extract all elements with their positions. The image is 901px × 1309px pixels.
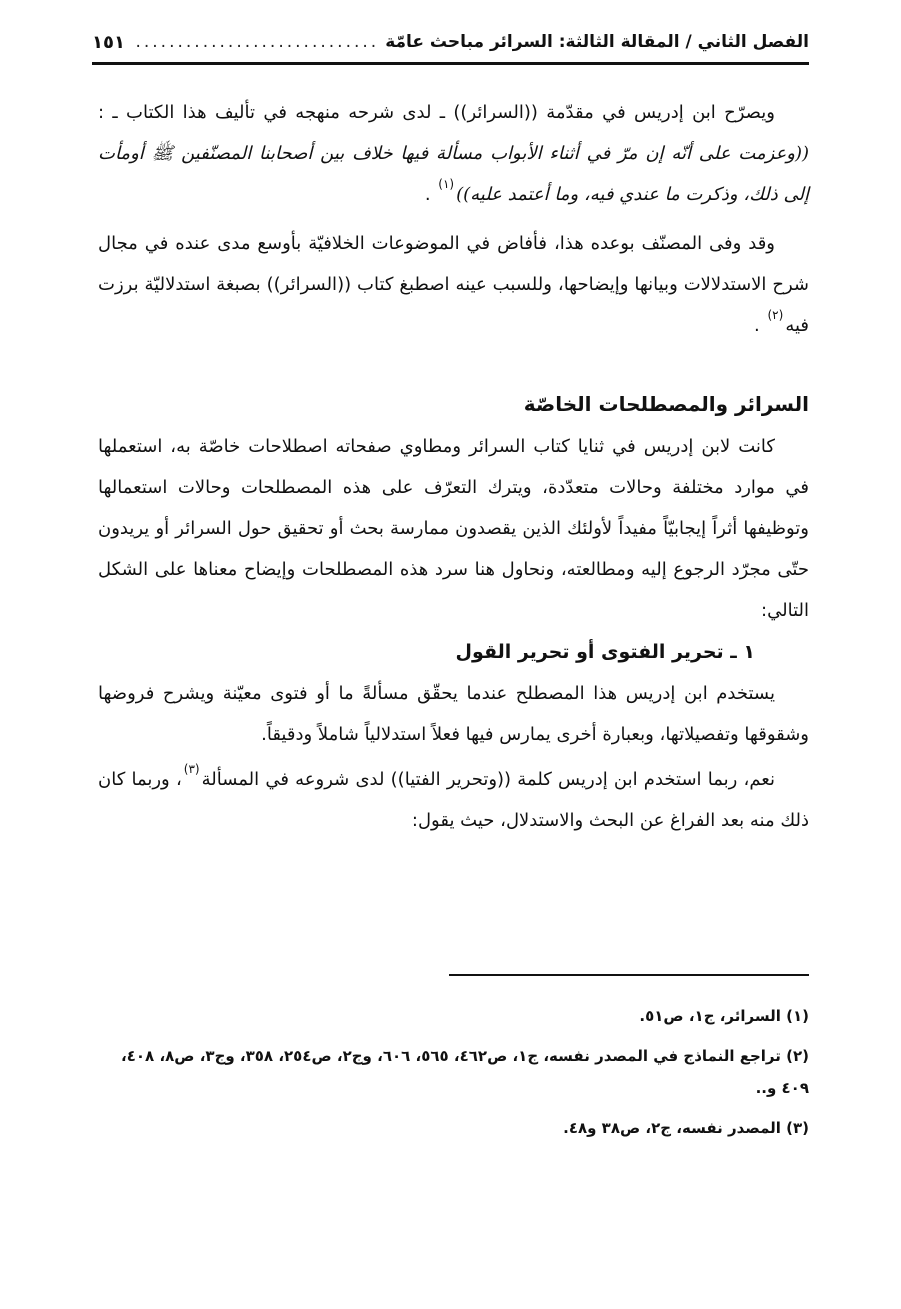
- footnote-ref: (١): [438, 177, 455, 191]
- header-rule: [92, 62, 809, 65]
- header-leader-dots: [131, 32, 379, 52]
- footnotes: [92, 1000, 809, 1152]
- paragraph-text: نعم، ربما استخدم ابن إدريس كلمة ((وتحرير الفتيا)) لدى شروعه في المسألة: [201, 769, 775, 790]
- paragraph-quote: ويصرّح ابن إدريس في مقدّمة ((السرائر)) ـ لدى شرحه منهجه في تأليف هذا الكتاب ـ : ((وعزمت على أنّه إن مرّ في أثناء الأبواب مسألة فيها خلاف بين أصحابنا المصنّفين ﷺ أومأت إلى ذلك، وذكرت ما عندي فيه، وما أعتمد عليه))$^{(١)}$ .: [98, 102, 809, 205]
- footnote-separator: [449, 974, 809, 976]
- footnote-1: (١) السرائر، ج١، ص٥١.: [639, 1007, 809, 1025]
- page-number: ١٥١: [92, 31, 125, 53]
- paragraph-text: ويصرّح ابن إدريس في مقدّمة ((السرائر)) ـ لدى شرحه منهجه في تأليف هذا الكتاب ـ :: [98, 102, 775, 123]
- quotation-text: ((وعزمت على أنّه إن مرّ في أثناء الأبواب مسألة فيها خلاف بين أصحابنا المصنّفين ﷺ أومأت إلى ذلك، وذكرت ما عندي فيه، وما أعتمد عليه)): [98, 143, 809, 205]
- paragraph-terms-intro: كانت لابن إدريس في ثنايا كتاب السرائر ومطاوي صفحاته اصطلاحات خاصّة به، استعملها في موارد مختلفة وحالات متعدّدة، ويترك التعرّف على هذه المصطلحات وحالات استعمالها وتوظيفها أثراً إيجابيّاً مفيداً لأولئك الذين يقصدون ممارسة بحث أو تحقيق حول السرائر أو يريدون حتّى مجرّد الرجوع إليه ومطالعته، ونحاول هنا سرد هذه المصطلحات وإيضاح معناها على الشكل التالي:: [98, 436, 809, 621]
- paragraph-fulfilment: وقد وفى المصنّف بوعده هذا، فأفاض في الموضوعات الخلافيّة بأوسع مدى عنده في مجال شرح الاستدلالات وبيانها وإيضاحها، وللسبب عينه اصطبغ كتاب ((السرائر)) بصبغة استدلاليّة برزت فيه$^{(٢)}$ .: [98, 233, 809, 336]
- footnote-ref: (٢): [767, 308, 784, 322]
- paragraph-text: ، وربما كان ذلك منه بعد الفراغ عن البحث والاستدلال، حيث يقول:: [98, 769, 809, 831]
- paragraph-term-variant: [98, 759, 809, 841]
- section-heading: السرائر والمصطلحات الخاصّة: [523, 392, 809, 416]
- running-header: [92, 24, 809, 60]
- footnote-2: (٢) تراجع النماذج في المصدر نفسه، ج١، ص٤٦٢، ٥٦٥، ٦٠٦، وج٢، ص٢٥٤، ٣٥٨، وج٣، ص٨، ٤٠٨، ٤٠٩ و..: [121, 1047, 809, 1097]
- header-title: الفصل الثاني / المقالة الثالثة: السرائر مباحث عامّة: [385, 32, 809, 52]
- paragraph-term-usage: يستخدم ابن إدريس هذا المصطلح عندما يحقّق مسألةً ما أو فتوى معيّنة ويشرح فروضها وشقوقها وتفصيلاتها، وبعبارة أخرى يمارس فيها فعلاً استدلالياً شاملاً ودقيقاً.: [98, 683, 809, 745]
- footnote-ref: (٣): [183, 762, 200, 776]
- main-text: [98, 92, 809, 841]
- paragraph-text: وقد وفى المصنّف بوعده هذا، فأفاض في الموضوعات الخلافيّة بأوسع مدى عنده في مجال شرح الاستدلالات وبيانها وإيضاحها، وللسبب عينه اصطبغ كتاب ((السرائر)) بصبغة استدلاليّة برزت فيه: [98, 233, 809, 336]
- subsection-heading: ١ ـ تحرير الفتوى أو تحرير القول: [455, 641, 755, 663]
- footnote-3: (٣) المصدر نفسه، ج٢، ص٣٨ و٤٨.: [563, 1119, 809, 1137]
